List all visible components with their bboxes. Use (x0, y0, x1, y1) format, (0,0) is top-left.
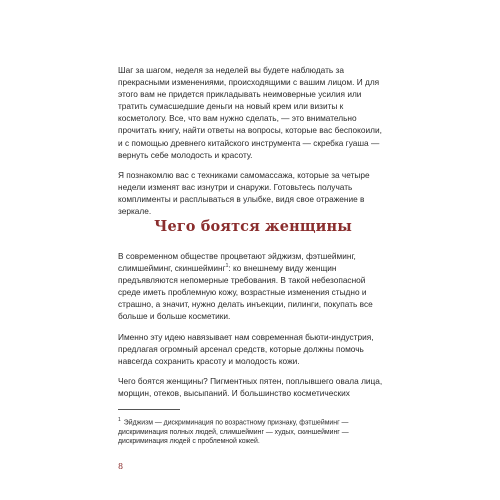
fears-section (118, 250, 388, 407)
intro-paragraph-1: Шаг за шагом, неделя за неделей вы будете наблюдать за прекрасными изменениями, происходящими с вашим лицом. И для этого вам не придется прикладывать неимоверные усилия или тратить сумасшедшие деньги на новый крем или визиты к косметологу. Все, что вам нужно сделать, — это внимательно прочитать книгу, найти ответы на вопросы, которые вас беспокоили, и с помощью древнего китайского инструмента — скребка гуаша — вернуть себе молодость и красоту. (118, 65, 382, 160)
fears-paragraph-2: Именно эту идею навязывает нам современная бьюти-индустрия, предлагая огромный арсенал средств, которые должны помочь навсегда сохранить красоту и молодость кожи. (118, 331, 374, 366)
fears-paragraph-1-end: : ко внешнему виду женщин предъявляются непомерные требования. В такой небезопасной среде иметь проблемную кожу, возрастные изменения стыдно и страшно, а значит, нужно делать инъекции, пилинги, покупать все больше и больше косметики. (118, 263, 373, 322)
fears-paragraph-3: Чего боятся женщины? Пигментных пятен, поплывшего овала лица, морщин, отеков, высыпаний. И большинство косметических (118, 375, 383, 398)
footnote-number: 1 (118, 417, 121, 423)
footnote-divider (118, 409, 180, 410)
footnote-reference: 1 (225, 263, 229, 270)
page-number: 8 (118, 462, 124, 471)
fears-paragraph-1-start: В современном обществе процветают эйджизм, фэтшейминг, слимшейминг, скиншейминг (118, 251, 356, 274)
intro-section (118, 64, 388, 225)
fears-paragraph-1 (118, 250, 388, 323)
section-heading: Чего боятся женщины (154, 218, 352, 235)
intro-paragraph-2: Я познакомлю вас с техниками самомассажа, которые за четыре недели изменят вас изнутри и снаружи. Готовьтесь получать комплименты и расплываться в улыбке, видя свое отражение в зеркале. (118, 169, 370, 217)
footnote-text: Эйджизм — дискриминация по возрастному признаку, фэтшейминг — дискриминация полных людей, слимшейминг — худых, скиншейминг — дискриминация людей с проблемной кожей. (118, 419, 349, 446)
footnote (118, 416, 390, 447)
